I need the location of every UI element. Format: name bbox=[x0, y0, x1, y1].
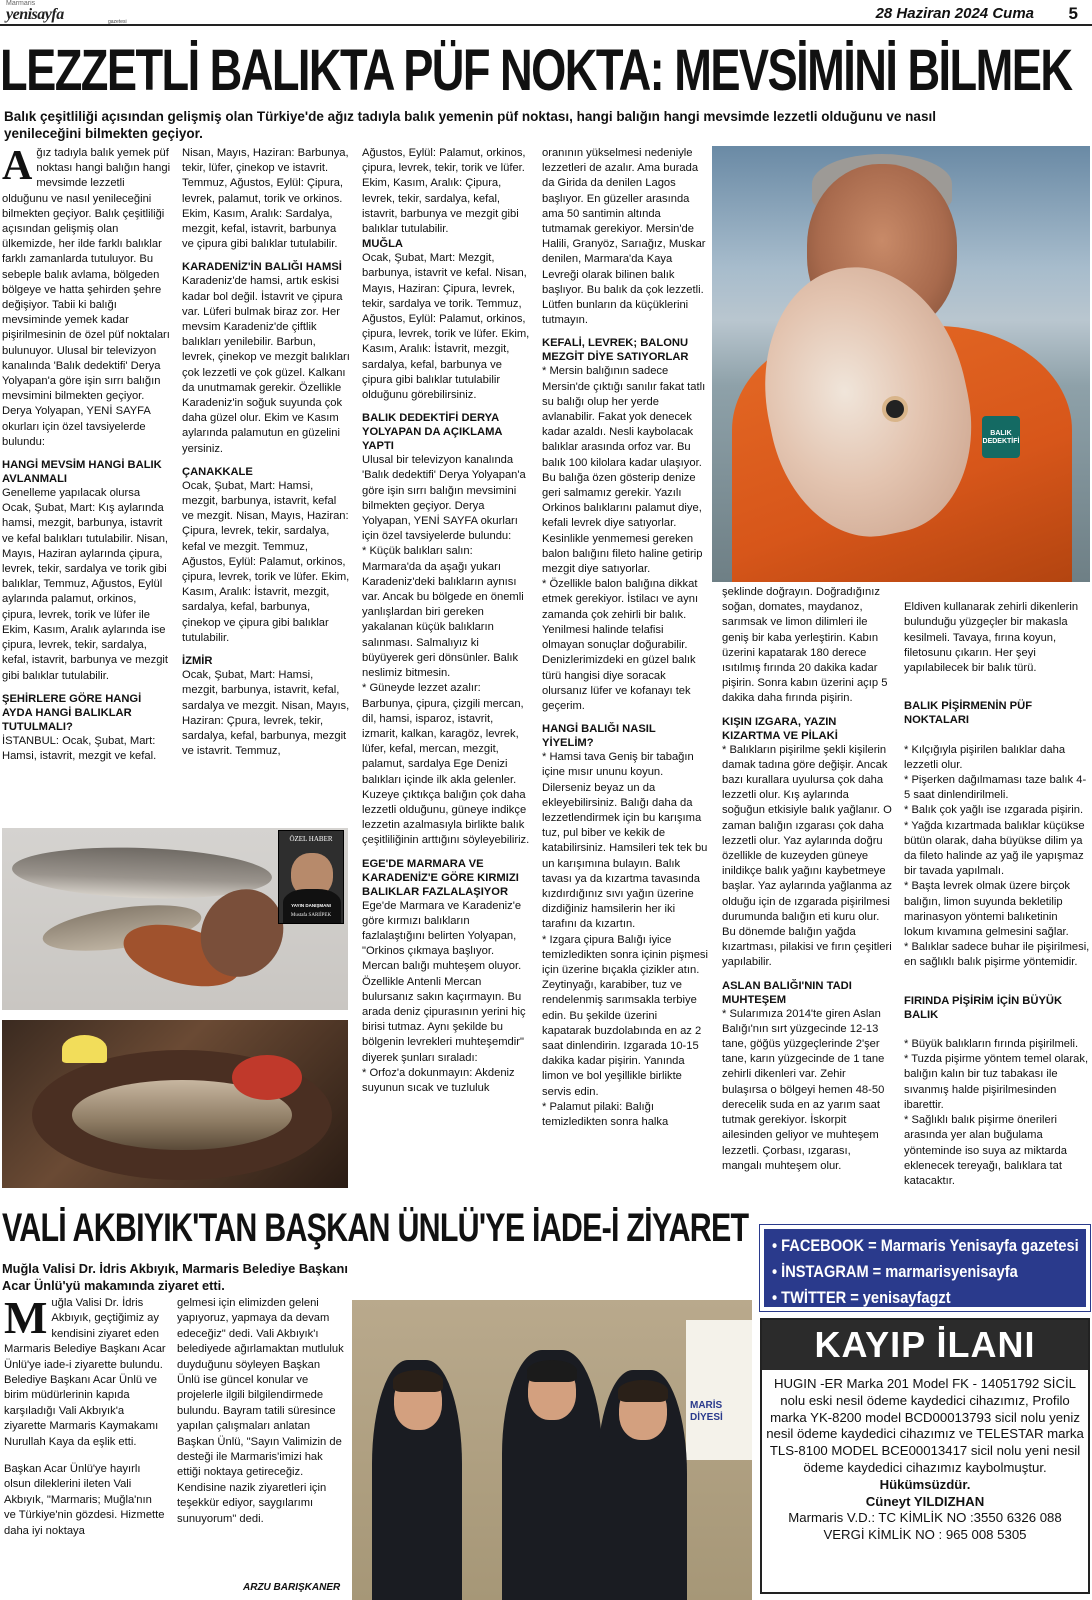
columnist-box bbox=[278, 830, 344, 924]
officials-photo bbox=[352, 1300, 752, 1600]
paragraph: Ulusal bir televizyon kanalında 'Balık dedektifi' Derya Yolyapan'a göre işin sırrı balığın mevsimini bilmekten geçiyor. Derya Yolyapan, YENİ SAYFA okurları için özel tavsiyelerde bulundu: bbox=[362, 454, 526, 543]
article2-headline: VALİ AKBIYIK'TAN BAŞKAN ÜNLÜ'YE İADE-İ ZİYARET bbox=[2, 1206, 749, 1250]
article-column-2 bbox=[182, 146, 350, 826]
lost-notice-text: HUGIN -ER Marka 201 Model FK - 14051792 SİCİL nolu eski nesil ödeme kaydedici cihazımız, Profilo marka YK-8200 model BCD00013793 sicil nolu yeniz nesil ödeme kaydedici cihazımız ve TELESTAR marka TLS-8100 MODEL BCE00013417 sicil nolu yeni nesil ödeme kaydedici cihazımız kaybolmuştur. bbox=[766, 1376, 1084, 1475]
lost-notice-vd: Marmaris V.D.: TC KİMLİK NO :3550 6326 088 bbox=[788, 1510, 1062, 1526]
subheading: HANGİ MEVSİM HANGİ BALIK AVLANMALI bbox=[2, 459, 162, 486]
article2-intro: Muğla Valisi Dr. İdris Akbıyık, Marmaris Belediye Başkanı Acar Ünlü'yü makamında ziyaret etti. bbox=[2, 1261, 348, 1293]
subheading: EGE'DE MARMARA VE KARADENİZ'E GÖRE KIRMIZI BALIKLAR FAZLALAŞIYOR bbox=[362, 857, 519, 898]
paragraph: gelmesi için elimizden geleni yapıyoruz, yapmaya da devam edeceğiz" dedi. Vali Akbıyık'ı belediyede ağırlamaktan mutluluk duyduğunu söyleyen Başkan Ünlü ise güncel konular ve projelerle ilgili bilgilendirmede bulundu. Bayram tatili süresince yapılan çalışmaları anlatan Başkan Ünlü, "Sayın Valimizin de desteği ile Marmaris'imizi hak ettiği noktaya getireceğiz. Kendisine nazik ziyaretleri için teşekkür ediyor, saygılarımı sunuyorum" dedi. bbox=[177, 1297, 344, 1525]
paragraph: * Palamut pilaki: Balığı temizledikten sonra halka bbox=[542, 1100, 669, 1128]
paragraph: Ağustos, Eylül: Palamut, orkinos, çipura, levrek, tekir, torik ve lüfer. Ekim, Kasım, Aralık: Çipura, levrek, tekir, sardalya, kefal, istavrit, barbunya ve mezgit gibi balıklar tutulabilir. bbox=[362, 147, 526, 236]
article-intro: Balık çeşitliliği açısından gelişmiş olan Türkiye'de ağız tadıyla balık yemenin püf noktası, hangi balığın hangi mevsimde lezzetli olduğunu ve nasıl yenileceğini bilmekten geçiyor. bbox=[4, 109, 936, 141]
paragraph: şeklinde doğrayın. Doğradığınız soğan, domates, maydanoz, sarımsak ve limon dilimleri ile geniş bir kaba yerleştirin. Kabın üzerini kapatarak 180 derece ısıtılmış fırında 20 dakika kadar pişirin. Sonra kabın üzerini açıp 5 dakika daha fırında pişirin. bbox=[722, 586, 888, 705]
paragraph: * Küçük balıkları salın: Marmara'da da aşağı yukarı Karadeniz'deki balıkların aynısı var. Ancak bu bölgede en önemli yanlışlardan biri gereken yakalanan küçük balıkların salınması. Salmalıyız ki büyüyerek geri dönsünler. Balık neslimiz bitmesin. bbox=[362, 545, 524, 680]
instagram-link[interactable]: • İNSTAGRAM = marmarisyenisayfa bbox=[772, 1262, 1018, 1281]
subheading: MUĞLA bbox=[362, 238, 404, 251]
paragraph: * Sularımıza 2014'te giren Aslan Balığı'nın sırt yüzgecinde 12-13 tane, göğüs yüzgeçlerinde 2'şer tane, karın yüzgecinde de 1 tane zehirli dikenleri var. Zehir bulaşırsa o bölgeyi hemen 48-50 derecelik suda en az yarım saat tutmak gerekiyor. İskorpit ailesinden geliyor ve muhteşem lezzetli. Çorbası, ızgarası, mangalı muhteşem olur. bbox=[722, 1007, 885, 1172]
twitter-link[interactable]: • TWİTTER = yenisayfagzt bbox=[772, 1288, 951, 1307]
paragraph: * Orfoz'a dokunmayın: Akdeniz suyunun sıcak ve tuzluluk bbox=[362, 1066, 515, 1094]
subheading: BALIK PİŞİRMENİN PÜF NOKTALARI bbox=[904, 700, 1033, 727]
fish-eye bbox=[882, 396, 908, 422]
paragraph: Ocak, Şubat, Mart: Hamsi, mezgit, barbunya, istavrit, kefal, sardalya ve mezgit. Nisan, Mayıs, Haziran: Çpura, levrek, tekir, sardalya, kefal, barbunya, mezgit ve istavrit. Temmuz, bbox=[182, 669, 350, 758]
article-column-6 bbox=[904, 585, 1090, 1191]
subheading: ŞEHİRLERE GÖRE HANGİ AYDA HANGİ BALIKLAR TUTULMALI? bbox=[2, 692, 142, 733]
article2-column-2 bbox=[177, 1296, 345, 1576]
brand-sub: gazetesi bbox=[108, 19, 127, 25]
subheading: ASLAN BALIĞI'NIN TADI MUHTEŞEM bbox=[722, 979, 852, 1006]
person-center bbox=[502, 1350, 602, 1600]
ozel-haber-label: ÖZEL HABER bbox=[289, 835, 333, 843]
lost-notice-title: KAYIP İLANI bbox=[762, 1320, 1088, 1370]
article-column-1 bbox=[2, 146, 172, 826]
paragraph: * Izgara çipura Balığı iyice temizledikten sonra içinin pişmesi için üzerine bıçakla çizikler atın. Zeytinyağı, karabiber, tuz ve rendelenmiş sarımsakla terbiye edin. Bu şekilde üzerini kapatarak buzdolabında en az 2 saat dinlendirin. Izgarada 10-15 dakika kadar pişirin. Yanında limon ve bol yeşillikle birlikte servis edin. bbox=[542, 933, 708, 1098]
paragraph: oranının yükselmesi nedeniyle lezzetleri de azalır. Ama burada da Girida da denilen Lagos başlıyor. En güzeller arasında ama 50 santimin altında tutmamak gerekiyor. Mersin'de Halili, Granyöz, Sarıağız, Muskar denilen, Marmara'da Kaya Levreği olarak bilinen balık başlıyor. Bu balık da çok lezzetli. Lütfen bunların da küçüklerini tutmayın. bbox=[542, 147, 706, 327]
subheading: FIRINDA PİŞİRİM İÇİN BÜYÜK BALIK bbox=[904, 994, 1063, 1021]
article-headline: LEZZETLİ BALIKTA PÜF NOKTA: MEVSİMİNİ BİLMEK bbox=[0, 38, 1072, 103]
paragraph: ğız tadıyla balık yemek püf noktası hangi balığın hangi mevsimde lezzetli olduğunu ve nasıl yenileceğini bilmekten geçiyor. Balık çeşitliliği açısından gelişmiş olan ülkemizde, her ilde farklı balıklar farklı zamanlarda tutuluyor. Bu sebeple balık avlama, bölgeden bölgeye ve hatta şehirden şehre değişiyor. Tabii ki balığı mevsiminde yemek kadar pişirilmesinin de özel püf noktaları bulunuyor. Ulusal bir televizyon kanalında 'Balık dedektifi' Derya Yolyapan'a göre işin sırrı balığın mevsimini bilmekten geçiyor. Derya Yolyapan, YENİ SAYFA okurları için özel tavsiyelerde bulundu: bbox=[2, 147, 171, 448]
grilled-fish-photo bbox=[2, 1020, 348, 1188]
lost-notice-hukum: Hükümsüzdür. bbox=[879, 1476, 971, 1492]
article-column-4 bbox=[542, 146, 708, 1191]
paragraph: Ocak, Şubat, Mart: Hamsi, mezgit, barbunya, istavrit, kefal ve mezgit. Nisan, Mayıs, Haziran: Çipura, levrek, tekir, sardalya, kefal ve mezgit. Temmuz, Ağustos, Eylül: Palamut, orkinos, çipura, levrek, torik ve lüfer. Ekim, Kasım, Aralık: İstavrit, mezgit, sardalya, kefal, barbunya, çinekop ve çipura gibi balıklar tutulabilir. bbox=[182, 479, 350, 644]
logo-badge: BALIK DEDEKTİFİ bbox=[982, 416, 1020, 458]
lost-notice-name: Cüneyt YILDIZHAN bbox=[865, 1493, 985, 1509]
subheading: BALIK DEDEKTİFİ DERYA YOLYAPAN DA AÇIKLAMA YAPTI bbox=[362, 412, 503, 453]
lost-notice-box bbox=[760, 1318, 1090, 1594]
paragraph: * Büyük balıkların fırında pişirilmeli. * Tuzda pişirme yöntem temel olarak, balığın kalın bir tuz tabakası ile sıvanmış halde pişirilmesinden ibarettir. * Sağlıklı balık pişirme önerileri arasında yer alan buğulama yönteminde iso suya az miktarda eklenecek tereyağı, balıklara tat katacaktır. bbox=[904, 1038, 1089, 1187]
paragraph: * Hamsi tava Geniş bir tabağın içine mısır ununu koyun. Dilerseniz beyaz un da ekleyebilirsiniz. Balığı daha da lezzetlendirmek için bu karışıma tuz, pul biber ve kekik de katabilirsiniz. Hamsileri tek tek bu un karışımına bulayın. Balık tavası ya da kızartma tavasında kızdırdığınız sıvı yağın üzerine dizdiğiniz hamsilerin her iki tarafını da kızartın. bbox=[542, 751, 708, 931]
paragraph: Eldiven kullanarak zehirli dikenlerin bulunduğu yüzgeçler bir makasla kesilmeli. Tavaya, fırına koyun, filetosunu çıkarın. Her şeyi yapılabilecek bir balık türü. bbox=[904, 601, 1079, 675]
article2-column-1 bbox=[4, 1296, 166, 1596]
paragraph: uğla Valisi Dr. İdris Akbıyık, geçtiğimiz ay kendisini ziyaret eden Marmaris Belediye Başkanı Acar Ünlü'ye iade-i ziyarette bulundu. Belediye Başkanı Acar Ünlü ve birim müdürlerinin kapıda karşıladığı Vali Akbıyık'a ziyarette Marmaris Kaymakamı Nurullah Kaya da eşlik etti. bbox=[4, 1297, 166, 1448]
paragraph: Ege'de Marmara ve Karadeniz'e göre kırmızı balıkların fazlalaştığını belirten Yolyapan, "Orkinos çıkmaya başlıyor. Mercan balığı muhteşem oluyor. Özellikle Antenli Mercan bulursanız sakın kaçırmayın. Bu arada deniz çipurasının yerini hiç birisi tutmaz. Aynı şekilde bu bölgenin levrekleri muhteşemdir" diyerek şunları sıraladı: bbox=[362, 899, 526, 1064]
lemon-image bbox=[62, 1035, 107, 1063]
paragraph: Nisan, Mayıs, Haziran: Barbunya, tekir, lüfer, çinekop ve istavrit. Temmuz, Ağustos, Eylül: Çipura, levrek, palamut, torik ve orkinos. Ekim, Kasım, Aralık: Sardalya, mezgit, kefal, istavrit, barbunya ve çipura gibi balıklar tutulabilir. bbox=[182, 147, 349, 251]
paragraph: * Mersin balığının sadece Mersin'de çıktığı sanılır fakat tatlı su balığı olup her yerde avlanabilir. Fakat yok denecek kadar azaldı. Nesli kaybolacak balıklar arasında orfoz var. Bu balık 100 kilolara kadar ulaşıyor. Bu balığa özen gösterip denize geri salmamız gerekir. Yazılı Orkinos balıklarını palamut diye, kefali levrek diye satıyorlar. Kesinlikle yenmemesi gereken balon balığını fileto haline getirip mezgit diye satıyorlar. bbox=[542, 365, 706, 576]
article-column-3 bbox=[362, 146, 532, 1191]
paragraph: * Güneyde lezzet azalır: Barbunya, çipura, çizgili mercan, dil, hamsi, isparoz, istavrit, izmarit, kalkan, karagöz, levrek, lüfer, kefal, mercan, mezgit, palamut, sardalya Ege Denizi balıkları içinde ilk akla gelenler. Kuzeye çıktıkça balığın çok daha lezzetli olduğunu, güneye indikçe lezzetin azalmasıyla birlikte balık çeşitliliğinin arttığını söyleyebiliriz. bbox=[362, 682, 530, 847]
paragraph: Genelleme yapılacak olursa Ocak, Şubat, Mart: Kış aylarında hamsi, mezgit, barbunya, istavrit ve kefal balıkları tutulabilir. Nisan, Mayıs, Haziran aylarında çipura, levrek, tekir, sardalya ve torik gibi balıklar, Temmuz, Ağustos, Eylül aylarında palamut, orkinos, çipura, levrek, torik ve lüfer ile Ekim, Kasım, Aralık aylarında ise çipura, levrek, tekir, sardalya, kefal, istavrit, barbunya ve mezgit gibi balıklar tutulabilir. bbox=[2, 487, 169, 682]
dropcap: M bbox=[4, 1296, 48, 1343]
paragraph: * Balıkların pişirilme şekli kişilerin damak tadına göre değişir. Ancak bazı kurallara uyulursa çok daha lezzetli olur. Kış aylarında soğuğun etkisiyle balık yağlanır. O zaman balığın ızgarası çok daha lezzetli olur. Yaz aylarında doğru özellikle de kuzeyden güneye inildikçe balık yağını kaybetmeye başlar. Yaz aylarında yağlanma az olduğu için de ızgarada pişirilmesi durumunda balığın eti kuru olur. Bu dönemde balığın yağda kızartması, pilakisi ve fırın çeşitleri yapılabilir. bbox=[722, 743, 892, 969]
lost-notice-body bbox=[762, 1370, 1088, 1544]
social-media-box bbox=[760, 1225, 1090, 1311]
masthead-bar bbox=[0, 0, 1092, 26]
subheading: KEFALİ, LEVREK; BALONU MEZGİT DİYE SATIYORLAR bbox=[542, 337, 689, 364]
paragraph: Ocak, Şubat, Mart: Mezgit, barbunya, istavrit ve kefal. Nisan, Mayıs, Haziran: Çipura, levrek, tekir, sardalya ve torik. Temmuz, Ağustos, Eylül: Palamut, orkinos, çipura, levrek, torik ve lüfer. Ekim, Kasım, Aralık: İstavrit, mezgit, sardalya, kefal, barbunya ve çipura gibi balıklar tutulabilir olduğunu görebilirsiniz. bbox=[362, 252, 530, 402]
columnist-role: YAYIN DANIŞMANI bbox=[291, 903, 331, 908]
facebook-link[interactable]: • FACEBOOK = Marmaris Yenisayfa gazetesi bbox=[772, 1236, 1079, 1255]
subheading: KARADENİZ'İN BALIĞI HAMSİ bbox=[182, 261, 342, 274]
lost-notice-vkn: VERGİ KİMLİK NO : 965 008 5305 bbox=[823, 1527, 1027, 1543]
subheading: İZMİR bbox=[182, 655, 213, 668]
municipality-banner bbox=[686, 1320, 752, 1460]
newspaper-logo: yenisayfa bbox=[6, 6, 64, 23]
page-number: 5 bbox=[1068, 4, 1078, 23]
person-left bbox=[372, 1360, 462, 1600]
paragraph: Karadeniz'de hamsi, artık eskisi kadar bol değil. İstavrit ve çipura var. Lüferi bulmak biraz zor. Her mevsim Karadeniz'de çiftlik balıkları yenilebilir. Barbun, levrek, çinekop ve mezgit balıkları çok lezzetli ve çok güzel. Kalkanı da unutmamak gerekir. Özellikle Karadeniz'in soğuk suyunda çok daha güzel olur. Ekim ve Kasım aylarında palamutun en güzelini yersiniz. bbox=[182, 275, 350, 455]
paragraph: İSTANBUL: Ocak, Şubat, Mart: Hamsi, istavrit, mezgit ve kefal. bbox=[2, 734, 157, 762]
tomato-image bbox=[232, 1055, 302, 1100]
subheading: ÇANAKKALE bbox=[182, 465, 253, 478]
paragraph: * Kılçığıyla pişirilen balıklar daha lezzetli olur. * Pişerken dağılmaması taze balık 4-5 saat dinlendirilmeli. * Balık çok yağlı ise ızgarada pişirin. * Yağda kızartmada balıklar küçükse bütün olarak, daha büyükse dilim ya da fileto halinde az yağ ile yapışmaz bir tavada yapılmalı. * Başta levrek olmak üzere birçok balığın, limon suyunda bekletilip marinasyon yöntemi balıketinin lokum kıvamına gelmesini sağlar. * Balıklar sadece buhar ile pişirilmesi, en sağlıklı balık pişirme yöntemidir. bbox=[904, 743, 1090, 969]
fisherman-photo bbox=[712, 146, 1090, 582]
paragraph: * Özellikle balon balığına dikkat etmek gerekiyor. İstilacı ve aynı zamanda çok zehirli bir balık. Yenilmesi halinde telafisi olmayan sonuçlar doğurabilir. Denizlerimizdeki en güzel balık türü hangisi diye soracak olursanız lüfer ve kofanayı tek geçerim. bbox=[542, 578, 699, 712]
dropcap: A bbox=[2, 146, 33, 189]
person-right bbox=[597, 1370, 687, 1600]
byline: ARZU BARIŞKANER bbox=[243, 1582, 341, 1593]
subheading: HANGİ BALIĞI NASIL YİYELİM? bbox=[542, 723, 656, 750]
columnist-name: Mustafa SARIİPEK bbox=[290, 913, 332, 918]
issue-date: 28 Haziran 2024 Cuma bbox=[875, 5, 1034, 22]
paragraph: Başkan Acar Ünlü'ye hayırlı olsun dileklerini ileten Vali Akbıyık, "Marmaris; Muğla'nın ve Türkiye'nin gözdesi. Hizmette daha iyi noktaya bbox=[4, 1463, 165, 1537]
article-column-5 bbox=[722, 585, 892, 1191]
subheading: KIŞIN IZGARA, YAZIN KIZARTMA VE PİLAKİ bbox=[722, 715, 838, 742]
banner-text: MARİS DİYESİ bbox=[690, 1400, 723, 1423]
brand-city: Marmaris bbox=[6, 0, 36, 7]
